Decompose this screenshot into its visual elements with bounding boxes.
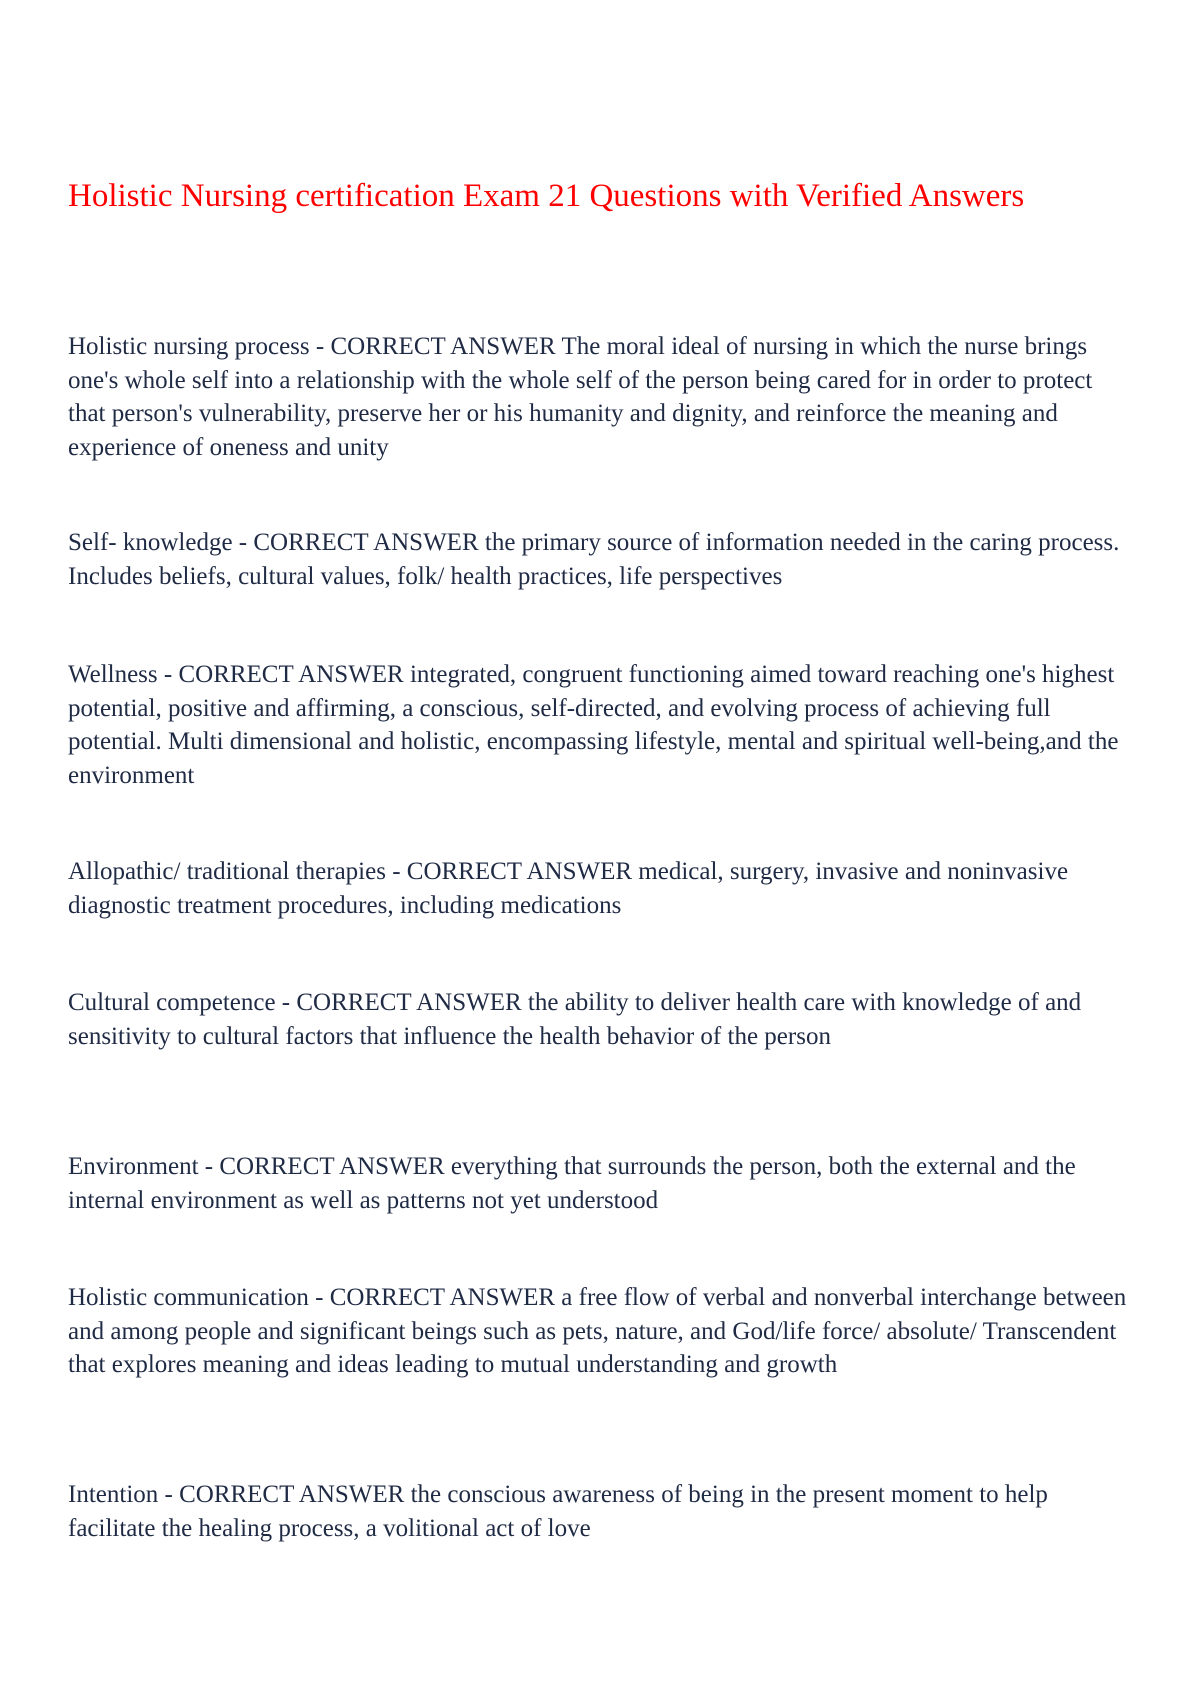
qa-item-allopathic-therapies: Allopathic/ traditional therapies - CORRECT ANSWER medical, surgery, invasive and noninvasive diagnostic treatment procedures, including medications — [68, 858, 1069, 919]
qa-item-wellness: Wellness - CORRECT ANSWER integrated, congruent functioning aimed toward reaching one's highest potential, positive and affirming, a conscious, self-directed, and evolving process of achieving full potential. Multi dimensional and holistic, encompassing lifestyle, mental and spiritual well-being,and the environment — [68, 661, 1119, 789]
qa-item-self-knowledge: Self- knowledge - CORRECT ANSWER the primary source of information needed in the caring process. Includes beliefs, cultural values, folk/ health practices, life perspectives — [68, 529, 1120, 590]
qa-item-holistic-nursing-process: Holistic nursing process - CORRECT ANSWER The moral ideal of nursing in which the nurse brings one's whole self into a relationship with the whole self of the person being cared for in order to protect that person's vulnerability, preserve her or his humanity and dignity, and reinforce the meaning and experience of oneness and unity — [68, 333, 1093, 461]
qa-item-intention: Intention - CORRECT ANSWER the conscious awareness of being in the present moment to help facilitate the healing process, a volitional act of love — [68, 1481, 1048, 1542]
qa-item-cultural-competence: Cultural competence - CORRECT ANSWER the ability to deliver health care with knowledge of and sensitivity to cultural factors that influence the health behavior of the person — [68, 989, 1082, 1050]
document-title: Holistic Nursing certification Exam 21 Questions with Verified Answers — [68, 178, 1025, 214]
qa-item-environment: Environment - CORRECT ANSWER everything that surrounds the person, both the external and the internal environment as well as patterns not yet understood — [68, 1153, 1076, 1214]
qa-item-holistic-communication: Holistic communication - CORRECT ANSWER a free flow of verbal and nonverbal interchange between and among people and significant beings such as pets, nature, and God/life force/ absolute/ Transcendent that explores meaning and ideas leading to mutual understanding and growth — [68, 1284, 1127, 1378]
